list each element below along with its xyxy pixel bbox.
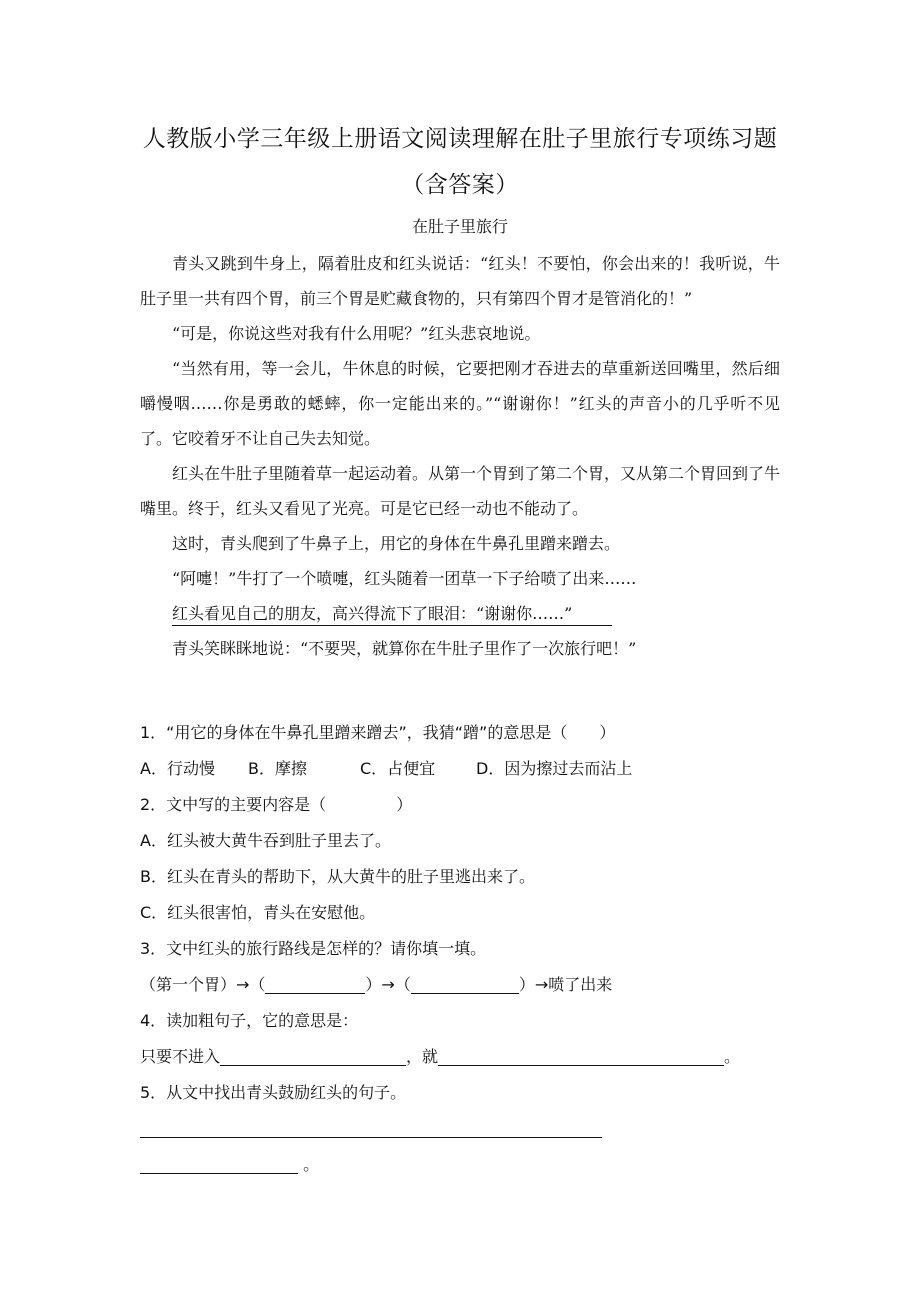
fill-mid: ，就 xyxy=(406,1047,439,1066)
route-end: ）→喷了出来 xyxy=(518,975,613,994)
passage-paragraph: “可是，你说这些对我有什么用呢？”红头悲哀地说。 xyxy=(172,324,541,343)
question-2-stem-end: ） xyxy=(396,795,413,814)
question-5-answer-line-1 xyxy=(140,1111,780,1147)
fill-blank-1[interactable] xyxy=(220,1045,406,1066)
fill-end: 。 xyxy=(724,1047,741,1066)
fill-start: 只要不进入 xyxy=(140,1047,221,1066)
route-blank-1[interactable] xyxy=(265,973,365,994)
passage-paragraph-underlined xyxy=(140,596,780,631)
question-2-option-a[interactable]: A．红头被大黄牛吞到肚子里去了。 xyxy=(140,831,391,850)
question-4-fill xyxy=(140,1039,780,1075)
passage-title: 在肚子里旅行 xyxy=(411,217,508,236)
question-2-option-c[interactable]: C．红头很害怕，青头在安慰他。 xyxy=(140,903,376,922)
question-2-stem-start: 2．文中写的主要内容是（ xyxy=(140,795,327,814)
passage xyxy=(140,246,780,666)
answer-end: 。 xyxy=(298,1155,320,1174)
underlined-sentence: 红头看见自己的朋友，高兴得流下了眼泪：“谢谢你……” xyxy=(172,604,612,626)
option-a[interactable]: A．行动慢 xyxy=(140,759,215,778)
fill-blank-2[interactable] xyxy=(438,1045,724,1066)
passage-paragraph: 这时，青头爬到了牛鼻子上，用它的身体在牛鼻孔里蹭来蹭去。 xyxy=(172,534,621,553)
question-3-route xyxy=(140,967,780,1003)
question-1-stem: 1．“用它的身体在牛鼻孔里蹭来蹭去”，我猜“蹭”的意思是（ ） xyxy=(140,723,616,742)
passage-paragraph: 青头笑眯眯地说：“不要哭，就算你在牛肚子里作了一次旅行吧！” xyxy=(172,639,637,658)
passage-paragraph: “当然有用，等一会儿，牛休息的时候，它要把刚才吞进去的草重新送回嘴里，然后细嚼慢咽……你是勇敢的蟋蟀，你一定能出来的。”“谢谢你！”红头的声音小的几乎听不见了。它咬着牙不让自己失去知觉。 xyxy=(140,359,780,448)
answer-blank-long[interactable] xyxy=(140,1117,602,1138)
answer-blank-short[interactable] xyxy=(140,1153,298,1174)
route-mid: ）→（ xyxy=(365,975,411,994)
question-2-option-b[interactable]: B．红头在青头的帮助下，从大黄牛的肚子里逃出来了。 xyxy=(140,867,535,886)
option-b[interactable]: B．摩擦 xyxy=(248,759,307,778)
question-5-answer-line-2 xyxy=(140,1147,780,1183)
passage-paragraph: 红头在牛肚子里随着草一起运动着。从第一个胃到了第二个胃，又从第二个胃回到了牛嘴里。终于，红头又看见了光亮。可是它已经一动也不能动了。 xyxy=(140,464,781,518)
passage-paragraph: 青头又跳到牛身上，隔着肚皮和红头说话：“红头！不要怕，你会出来的！我听说，牛肚子里一共有四个胃，前三个胃是贮藏食物的，只有第四个胃才是管消化的！” xyxy=(140,254,780,308)
option-d[interactable]: D．因为擦过去而沾上 xyxy=(476,759,633,778)
question-1-options xyxy=(140,751,780,787)
passage-paragraph: “阿嚏！”牛打了一个喷嚏，红头随着一团草一下子给喷了出来…… xyxy=(172,569,637,588)
document-title: 人教版小学三年级上册语文阅读理解在肚子里旅行专项练习题（含答案） xyxy=(142,126,778,198)
question-3-stem: 3．文中红头的旅行路线是怎样的？请你填一填。 xyxy=(140,939,487,958)
questions-section xyxy=(140,715,780,1183)
question-4-stem: 4．读加粗句子，它的意思是： xyxy=(140,1011,359,1030)
question-2-stem xyxy=(140,787,780,823)
option-c[interactable]: C．占便宜 xyxy=(360,759,436,778)
route-start: （第一个胃）→（ xyxy=(140,975,266,994)
route-blank-2[interactable] xyxy=(411,973,519,994)
question-5-stem: 5．从文中找出青头鼓励红头的句子。 xyxy=(140,1083,407,1102)
